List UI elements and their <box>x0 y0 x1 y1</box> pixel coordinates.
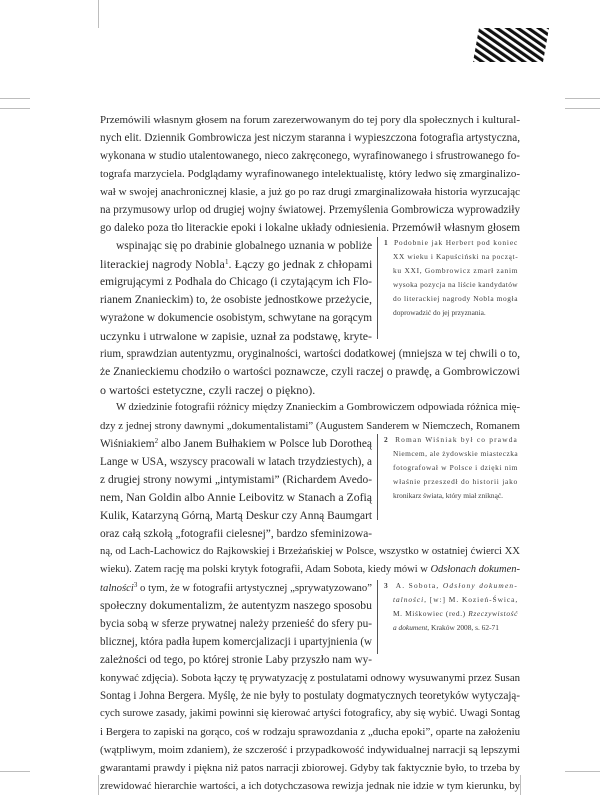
body-line: tografa marzyciela. Podglądamy wyrafinowanego intelektualistę, który ledwo się zmarginalizo- <box>100 168 520 180</box>
note-rule <box>377 434 378 520</box>
body-line: go daleko poza tło literackie epoki i lokalne układy odniesienia. Przemówił własnym głosem <box>100 222 520 234</box>
footnote-marker: 1 <box>224 258 229 266</box>
body-line: że Znanieckiemu chodziło o wartości poznawcze, czyli raczej o prawdę, a Gombrowiczowi <box>100 366 520 378</box>
body-line: wykonana w studio utalentowanego, nieco zakręconego, wyrafinowanego i sfrustrowanego fo- <box>100 150 520 162</box>
body-line: Sontag i Johna Bergera. Myślę, że nie były to postulaty dogmatycznych teoretyków wytyczają- <box>100 690 520 702</box>
body-line: Przemówili własnym głosem na forum zarezerwowanym do tej pory dla społecznych i kultural- <box>100 114 520 126</box>
side-note-line: doprowadzić do jej przyznania. <box>393 308 486 317</box>
body-line: W dziedzinie fotografii różnicy między Znanieckim a Gombrowiczem odpowiada różnica mię- <box>116 402 520 413</box>
body-line: rium, sprawdzian autentyzmu, oryginalności, wartości dodatkowej (mniejsza w tej chwili o to, <box>100 348 520 360</box>
body-line: ną, od Lach-Lachowicz do Rajkowskiej i Brzeżańskiej w Polsce, wszystko w ostatniej ćwierci XX <box>100 546 520 557</box>
body-line: wyrażone w dokumencie osobistym, schwytane na gorącym <box>100 312 373 324</box>
body-line: (wątpliwym, moim zdaniem), że szczerość i przypadkowość indywidualnej narracji są lepszymi <box>100 744 520 756</box>
body-line: z drugiej strony nowymi „intymistami” (Richardem Avedo- <box>100 474 372 486</box>
crop-mark <box>565 98 600 99</box>
crop-mark <box>98 0 99 28</box>
footnote-marker: 3 <box>133 581 138 589</box>
side-note-line: 1 Podobnie jak Herbert pod koniec <box>384 238 519 247</box>
body-line: literackiej nagrody Nobla$^1$. Łączy go jednak z chłopami <box>100 257 373 271</box>
footnote-marker: 2 <box>154 437 159 445</box>
body-line: Kulik, Katarzyną Górną, Martą Deskur czy Anną Baumgart <box>100 510 373 522</box>
crop-mark <box>0 98 30 99</box>
side-note-line: talności, [w:] M. Kozień-Świca, <box>393 595 519 604</box>
body-line: społeczny dokumentalizm, że autentyzm naszego sposobu <box>100 599 372 612</box>
side-note-line: fotografował w Polsce i dzięki nim <box>393 463 518 472</box>
body-line: bycia sobą w sferze prywatnej należy przenieść do sfery pu- <box>100 618 372 630</box>
crop-mark <box>0 771 30 772</box>
body-line: nych elit. Dziennik Gombrowicza jest niczym staranna i wypieszczona fotografia artystyczna, <box>100 132 520 144</box>
side-note-line: wysoka pozycja na liście kandydatów <box>393 280 518 289</box>
body-line: wspinając się po drabinie globalnego uznania w pobliże <box>116 240 373 252</box>
body-line: blicznej, która padła łupem komercjalizacji i upartyjnienia (w <box>100 636 372 648</box>
side-note-line: XX wieku i Kapuściński na począt- <box>393 252 519 261</box>
side-note-line: właśnie przeszedł do historii jako <box>393 477 518 486</box>
body-line: Wiśniakiem$^2$ albo Janem Bułhakiem w Polsce lub Dorotheą <box>100 437 372 450</box>
body-line: nem, Nan Goldin albo Annie Leibovitz w Stanach a Zofią <box>100 491 372 504</box>
side-note-line: ku XXI, Gombrowicz zmarł zanim <box>393 266 519 275</box>
body-line: cych surowe zasady, jakimi powinni się kierować artyści fotograficy, aby się wybić. Uwagi Sontag <box>100 708 520 719</box>
body-line: o wartości estetyczne, czyli raczej o piękno). <box>100 383 316 397</box>
body-line: emigrującymi z Podhala do Chicago (i czytającym ich Flo- <box>100 276 372 288</box>
body-line: rianem Znanieckim) to, że osobiste jednostkowe przeżycie, <box>100 294 372 306</box>
body-line: na przymusowy urlop od drugiej wojny światowej. Przemyślenia Gombrowicza wyprowadziły <box>100 204 520 216</box>
body-line: wieku). Zatem rację ma polski krytyk fotografii, Adam Sobota, kiedy mówi w Odsłonach dokumen- <box>100 564 520 575</box>
body-line: gwarantami prawdy i piękna niż patos narracji zbiorowej. Gdyby tak faktycznie było, to trzeba by <box>100 762 520 774</box>
body-line: konywać zdjęcia). Sobota łączy tę prywatyzację z postulatami odnowy wysuwanymi przez Susan <box>100 672 520 684</box>
side-note-line: M. Miśkowiec (red.) Rzeczywistość <box>393 609 518 618</box>
crop-mark <box>520 775 521 795</box>
note-rule <box>377 580 378 654</box>
body-line: uczynku i utrwalone w zapisie, uznał za podstawę, kryte- <box>100 329 372 343</box>
body-line: i Bergera to zapiski na gorąco, coś w rodzaju sprawozdania z „ducha epoki”, oparte na założeniu <box>100 726 520 738</box>
body-line: talności$^3$ o tym, że w fotografii artystycznej „sprywatyzowano” <box>100 581 372 594</box>
registration-mark-graphic <box>473 28 549 62</box>
note-rule <box>377 237 378 339</box>
body-line: oraz całą szkołą „fotografii cielesnej”, bardzo sfeminizowa- <box>100 528 372 540</box>
body-line: Lange w USA, wszyscy pracowali w latach trzydziestych), a <box>100 456 372 468</box>
crop-mark <box>98 775 99 795</box>
side-note-line: a dokument, Kraków 2008, s. 62-71 <box>393 623 499 632</box>
side-note-line: kronikarz świata, który miał zniknąć. <box>393 491 504 500</box>
side-note-line: Niemcem, ale żydowskie miasteczka <box>393 449 519 458</box>
body-line: dzy z jednej strony dawnymi „dokumentalistami” (Augustem Sanderem w Niemczech, Romanem <box>100 420 520 432</box>
body-line: zależności od tego, po której stronie Laby przyszło nam wy- <box>100 654 372 666</box>
side-note-line: 3 A. Sobota, Odsłony dokumen- <box>384 581 518 590</box>
crop-mark <box>565 108 600 109</box>
side-note-line: do literackiej nagrody Nobla mogła <box>393 294 519 303</box>
crop-mark <box>565 771 600 772</box>
body-line: zrewidować hierarchie wartości, a ich dotychczasowa rewizja jednak nie idzie w tym kierunku, by <box>100 780 520 792</box>
crop-mark <box>0 108 30 109</box>
side-note-line: 2 Roman Wiśniak był co prawda <box>384 435 519 444</box>
body-line: wał w swojej anachronicznej klasie, a już go po raz drugi zmarginalizowała historia wyrzucając <box>100 186 520 198</box>
